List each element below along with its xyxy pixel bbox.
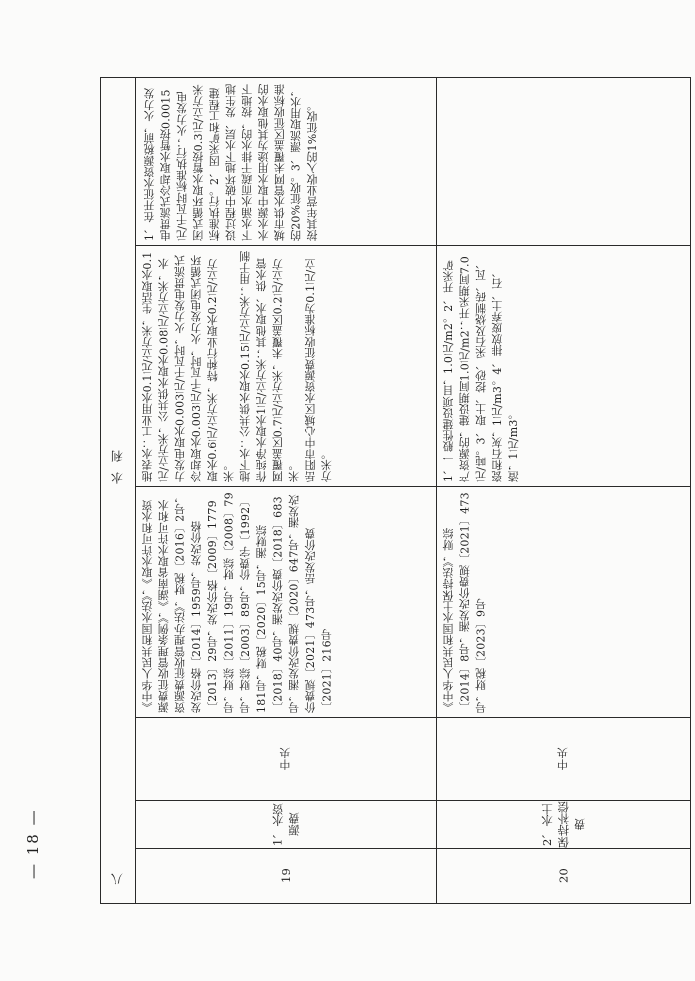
fee-standard: 地表水：工业用水0.1元/立方米，生活取水0.1元/立方米，公共供水取水0.08元/立方米，水力发电取水0.003元/千瓦时，火力发电贯流式冷却取水0.003元/千瓦时，火力发电闭式循环取水0.6元/立方米，特种行业取水0.2元/立方米。 地下水：公共供水取水0.15元/立方米；用于制作纯净水取水1元/立方米；其他取水、供水管网覆盖区0.7元/立方米，未覆盖区0.2元/立方米。 岳阳市中心城区水资源费征收标准为0.1元/立方米。 — [141, 251, 334, 482]
fee-name: 2、水土保持补偿费 — [540, 801, 587, 848]
remarks — [441, 81, 686, 241]
table-border-top — [100, 77, 691, 78]
table-border-right — [690, 77, 691, 904]
fee-standard: 1、一般性建设项目，1.0元/m2。2、开采矿产资源的，建设期间1.0元/m2；开采期间7.0元/吨。3、取土、挖砂、采石及烧制砖、瓦、瓷和石灰，1元/m3。4、排放废弃土、石、渣，1元/m3。 — [442, 256, 521, 482]
row-divider — [135, 245, 691, 246]
row-index: 20 — [556, 867, 571, 884]
row-divider — [135, 486, 691, 487]
policy-basis: 《中华人民共和国水法》，《取水许可和水资源费征收管理条例》，《湖南省取水许可和水资源费征收管理办法》，财税〔2016〕2号，发改价格〔2014〕1959号，发改价格〔2013〕29号，发改价格〔2009〕1779号，财综〔2011〕19号，财综〔2008〕79号，财综〔2003〕89号，价费字〔1992〕181号，财税〔2020〕15号，湘财综〔2018〕40号，湘发改价费〔2018〕683号，湘发改价费规〔2020〕647号，湘发改价费规〔2021〕473号，岳发改价费〔2021〕216号 — [141, 492, 334, 713]
fee-name: 1、水资源费 — [270, 803, 301, 846]
remarks: 1、在开征水资源税前，火力发电贯流式冷却取水暂按0.0015元/千瓦时标准执行；火力发电闭式循环取水暂按0.3元/立方米标准执行。2、因采矿和工程建设过程中破坏地下水层、发生地下水涌水而疏干排水的，按地下水水源中取水用途为其他取水的城市供水管网未覆盖区征收标准的20%征收。3、漂流取用水，按其年营业收入的1%征收。 — [143, 84, 319, 241]
policy-basis: 《中华人民共和国水土保持法》，财综〔2014〕8号，湘发改价费规〔2021〕473号，财税〔2023〕9号 — [442, 492, 488, 713]
category-number: 八 — [110, 865, 125, 886]
table-border-bottom — [100, 903, 691, 904]
category-name: 水利 — [110, 440, 125, 485]
collection-level: 中央 — [556, 747, 570, 771]
row-index: 19 — [278, 867, 293, 884]
page-number: — 18 — — [24, 808, 42, 880]
fee-table — [100, 77, 691, 904]
collection-level: 中央 — [278, 747, 292, 771]
